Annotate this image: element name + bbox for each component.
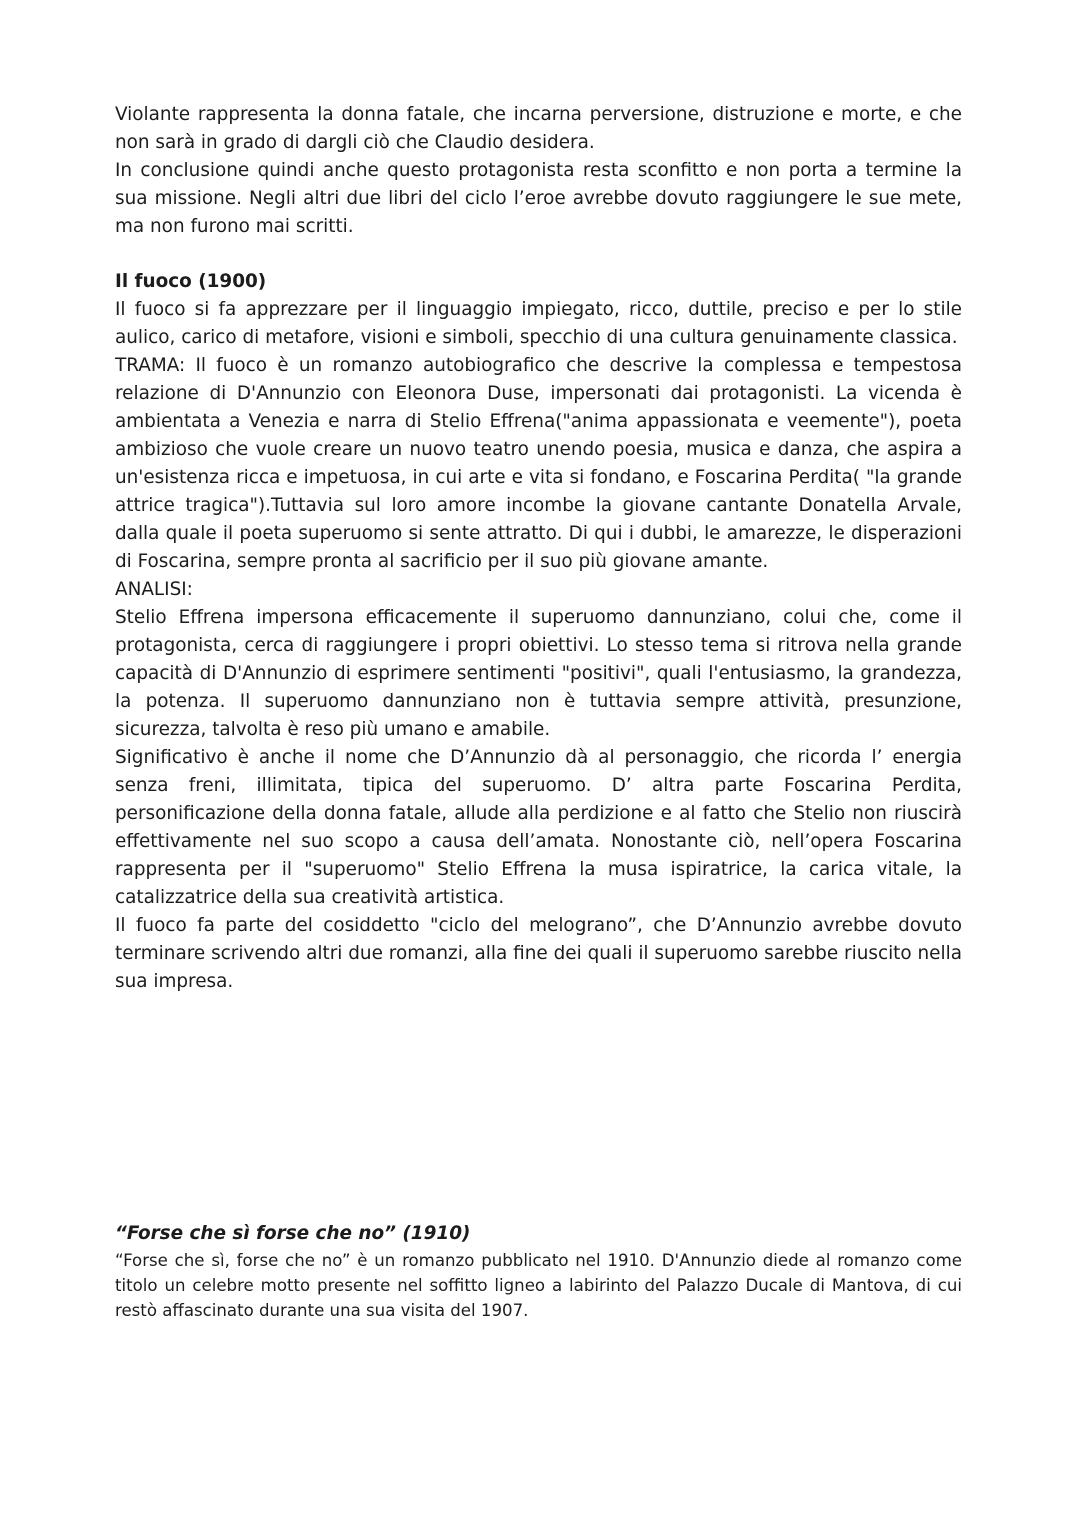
section-il-fuoco [115,268,962,996]
paragraph-name-meaning: Significativo è anche il nome che D’Annunzio dà al personaggio, che ricorda l’ energia senza freni, illimitata, tipica del superuomo. D’ altra parte Foscarina Perdita, personificazione della donna fatale, allude alla perdizione e al fatto che Stelio non riuscirà effettivamente nel suo scopo a causa dell’amata. Nonostante ciò, nell’opera Foscarina rappresenta per il "superuomo" Stelio Effrena la musa ispiratrice, la carica vitale, la catalizzatrice della sua creatività artistica. [115,747,962,908]
paragraph-ciclo-melograno: Il fuoco fa parte del cosiddetto "ciclo del melograno”, che D’Annunzio avrebbe dovuto terminare scrivendo altri due romanzi, alla fine dei quali il superuomo sarebbe riuscito nella sua impresa. [115,915,962,992]
analysis-label: ANALISI: [115,579,193,600]
section-title-forse-che-si: “Forse che sì forse che no” (1910) [115,1223,471,1244]
paragraph-forse-intro: “Forse che sì, forse che no” è un romanzo pubblicato nel 1910. D'Annunzio diede al romanzo come titolo un celebre motto presente nel soffitto ligneo a labirinto del Palazzo Ducale di Mantova, di cui restò affascinato durante una sua visita del 1907. [115,1251,962,1320]
section-claudio-cantelmo-ending [115,101,962,241]
paragraph-analysis: Stelio Effrena impersona efficacemente il superuomo dannunziano, colui che, come il protagonista, cerca di raggiungere i propri obiettivi. Lo stesso tema si ritrova nella grande capacità di D'Annunzio di esprimere sentimenti "positivi", quali l'entusiasmo, la grandezza, la potenza. Il superuomo dannunziano non è tuttavia sempre attività, presunzione, sicurezza, talvolta è reso più umano e amabile. [115,607,962,740]
paragraph-trama: TRAMA: Il fuoco è un romanzo autobiografico che descrive la complessa e tempestosa relazione di D'Annunzio con Eleonora Duse, impersonati dai protagonisti. La vicenda è ambientata a Venezia e narra di Stelio Effrena("anima appassionata e veemente"), poeta ambizioso che vuole creare un nuovo teatro unendo poesia, musica e danza, che aspira a un'esistenza ricca e impetuosa, in cui arte e vita si fondano, e Foscarina Perdita( "la grande attrice tragica").Tuttavia sul loro amore incombe la giovane cantante Donatella Arvale, dalla quale il poeta superuomo si sente attratto. Di qui i dubbi, le amarezze, le disperazioni di Foscarina, sempre pronta al sacrificio per il suo più giovane amante. [115,355,962,572]
section-title-il-fuoco: Il fuoco (1900) [115,271,267,292]
section-forse-che-si [115,1220,962,1323]
paragraph-conclusion: In conclusione quindi anche questo protagonista resta sconfitto e non porta a termine la sua missione. Negli altri due libri del ciclo l’eroe avrebbe dovuto raggiungere le sue mete, ma non furono mai scritti. [115,160,962,237]
paragraph-intro: Il fuoco si fa apprezzare per il linguaggio impiegato, ricco, duttile, preciso e per lo stile aulico, carico di metafore, visioni e simboli, specchio di una cultura genuinamente classica. [115,299,962,348]
paragraph-violante: Violante rappresenta la donna fatale, che incarna perversione, distruzione e morte, e che non sarà in grado di dargli ciò che Claudio desidera. [115,104,962,153]
